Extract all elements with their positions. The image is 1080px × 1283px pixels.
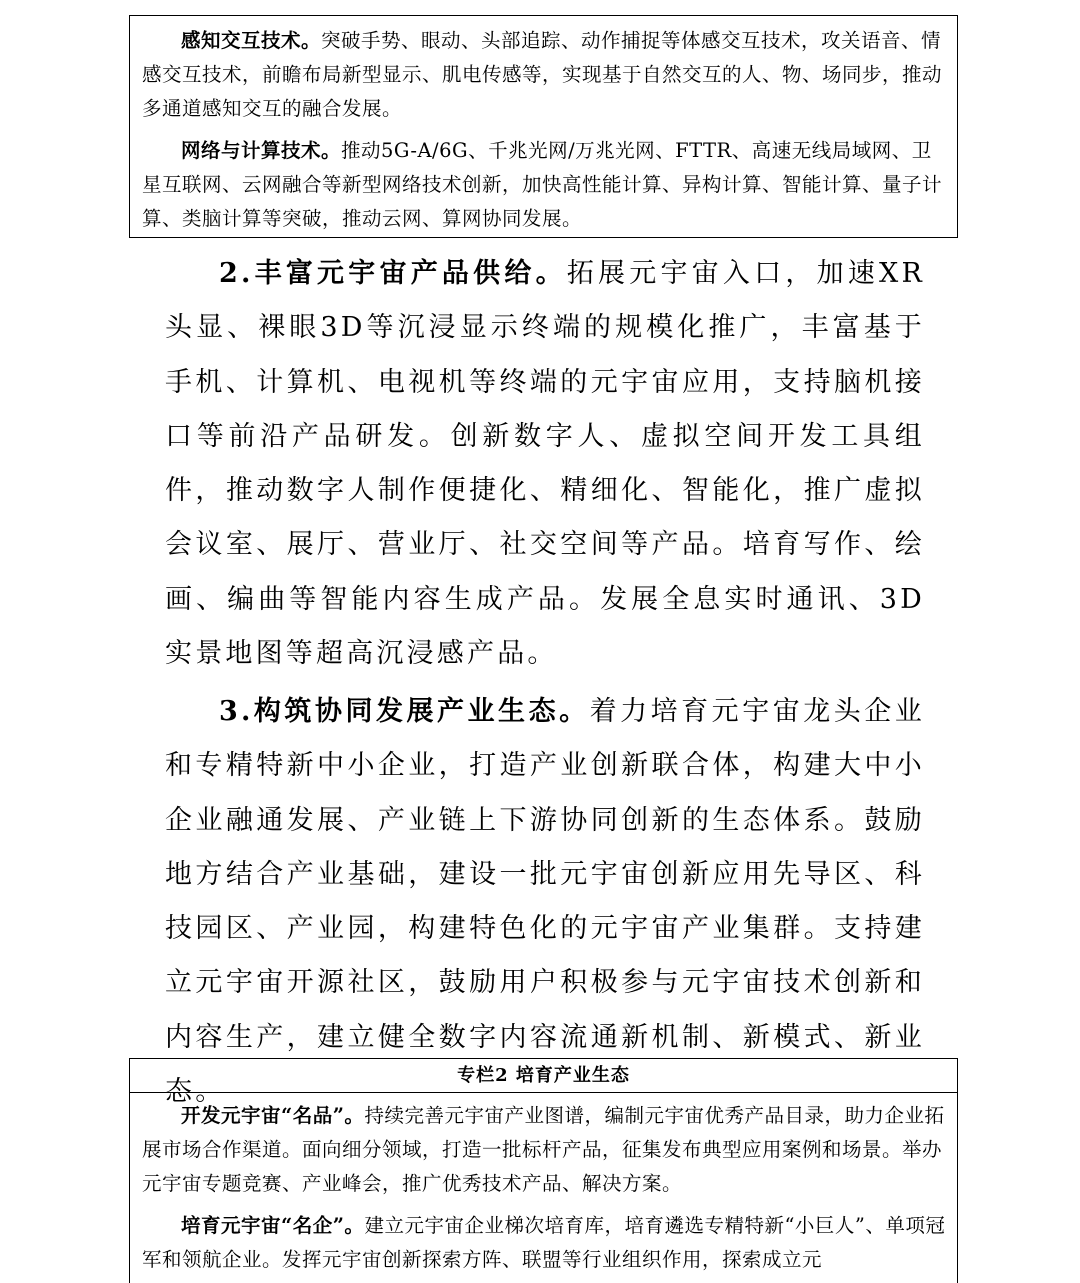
- box-paragraph-enterprises: [142, 1209, 947, 1277]
- body-section-products: [165, 247, 925, 681]
- box-paragraph-text: 持续完善元宇宙产业图谱，编制元宇宙优秀产品目录，助力企业拓展市场合作渠道。面向细分领域，打造一批标杆产品，征集发布典型应用案例和场景。举办元宇宙专题竞赛、产业峰会，推广优秀技术产品、解决方案。: [142, 1104, 945, 1195]
- section-heading: 3.构筑协同发展产业生态。: [219, 696, 590, 727]
- box-paragraph-products: [142, 1099, 947, 1201]
- box-paragraph-heading: 培育元宇宙“名企”。: [181, 1214, 365, 1237]
- body-paragraph: [165, 247, 925, 681]
- box-paragraph-heading: 网络与计算技术。: [181, 139, 342, 162]
- section-heading: 2.丰富元宇宙产品供给。: [219, 258, 567, 289]
- box-paragraph-network: [142, 134, 947, 236]
- section-text: 拓展元宇宙入口，加速XR头显、裸眼3D等沉浸显示终端的规模化推广，丰富基于手机、计算机、电视机等终端的元宇宙应用，支持脑机接口等前沿产品研发。创新数字人、虚拟空间开发工具组件，推动数字人制作便捷化、精细化、智能化，推广虚拟会议室、展厅、营业厅、社交空间等产品。培育写作、绘画、编曲等智能内容生成产品。发展全息实时通讯、3D实景地图等超高沉浸感产品。: [165, 258, 925, 670]
- box-paragraph-text: 突破手势、眼动、头部追踪、动作捕捉等体感交互技术，攻关语音、情感交互技术，前瞻布局新型显示、肌电传感等，实现基于自然交互的人、物、场同步，推动多通道感知交互的融合发展。: [142, 29, 943, 120]
- box-body: [130, 1093, 957, 1277]
- body-paragraph: [165, 685, 925, 1119]
- box-paragraph-text: 推动5G-A/6G、千兆光网/万兆光网、FTTR、高速无线局域网、卫星互联网、云网融合等新型网络技术创新，加快高性能计算、异构计算、智能计算、量子计算、类脑计算等突破，推动云网、算网协同发展。: [142, 139, 943, 230]
- box-paragraph-heading: 感知交互技术。: [181, 29, 322, 52]
- section-text: 着力培育元宇宙龙头企业和专精特新中小企业，打造产业创新联合体，构建大中小企业融通发展、产业链上下游协同创新的生态体系。鼓励地方结合产业基础，建设一批元宇宙创新应用先导区、科技园区、产业园，构建特色化的元宇宙产业集群。支持建立元宇宙开源社区，鼓励用户积极参与元宇宙技术创新和内容生产，建立健全数字内容流通新机制、新模式、新业态。: [165, 696, 925, 1108]
- body-section-ecosystem: [165, 685, 925, 1119]
- box-paragraph-text: 建立元宇宙企业梯次培育库，培育遴选专精特新“小巨人”、单项冠军和领航企业。发挥元宇宙创新探索方阵、联盟等行业组织作用，探索成立元: [142, 1214, 946, 1271]
- sidebar-box-technologies: [129, 15, 958, 238]
- box-title: 专栏2 培育产业生态: [130, 1059, 957, 1093]
- sidebar-box-ecosystem: [129, 1058, 958, 1283]
- box-paragraph-heading: 开发元宇宙“名品”。: [181, 1104, 365, 1127]
- box-paragraph-perception: [142, 24, 947, 126]
